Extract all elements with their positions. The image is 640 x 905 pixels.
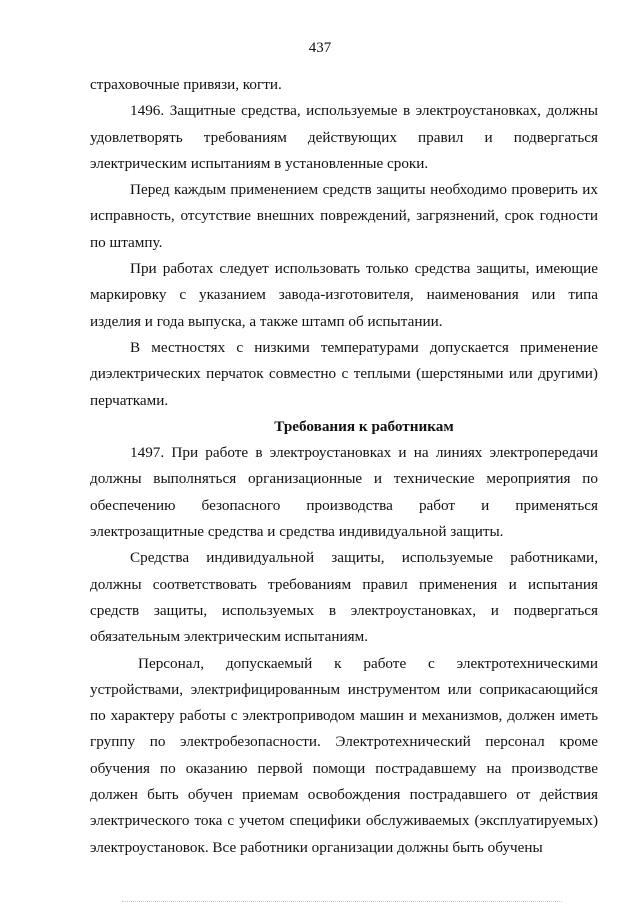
paragraph-continuation: страховочные привязи, когти. [90,76,282,93]
paragraph-personnel: Персонал, допускаемый к работе с электротехническими устройствами, электрифицированным инструментом или соприкасающийся по характеру работы с электроприводом машин и механизмов, должен иметь группу по электробезопасности. Электротехнический персонал кроме обучения по оказанию первой помощи пострадавшему на производстве должен быть обучен приемам освобождения пострадавшего от действия электрического тока с учетом специфики обслуживаемых (эксплуатируемых) электроустановок. Все работники организации должны быть обучены [90,654,598,856]
paragraph-marking: При работах следует использовать только средства защиты, имеющие маркировку с указанием завода-изготовителя, наименования или типа изделия и года выпуска, а также штамп об испытании. [90,260,598,330]
section-heading: Требования к работникам [274,417,454,435]
page-number: 437 [308,40,332,56]
paragraph-1496: 1496. Защитные средства, используемые в электроустановках, должны удовлетворять требованиям действующих правил и подвергаться электрическим испытаниям в установленные сроки. [90,102,598,172]
paragraph-1497: 1497. При работе в электроустановках и на линиях электропередачи должны выполняться организационные и технические мероприятия по обеспечению безопасного производства работ и применяться электрозащитные средства и средства индивидуальной защиты. [90,444,598,541]
paragraph-check-before-use: Перед каждым применением средств защиты необходимо проверить их исправность, отсутствие внешних повреждений, загрязнений, срок годности по штампу. [90,181,598,251]
paragraph-ppe: Средства индивидуальной защиты, используемые работниками, должны соответствовать требованиям правил применения и испытания средств защиты, используемых в электроустановках, и подвергаться обязательным электрическим испытаниям. [90,549,598,646]
scan-edge-line [122,901,562,902]
document-body [90,72,598,861]
paragraph-low-temperature: В местностях с низкими температурами допускается применение диэлектрических перчаток совместно с теплыми (шерстяными или другими) перчатками. [90,338,598,409]
